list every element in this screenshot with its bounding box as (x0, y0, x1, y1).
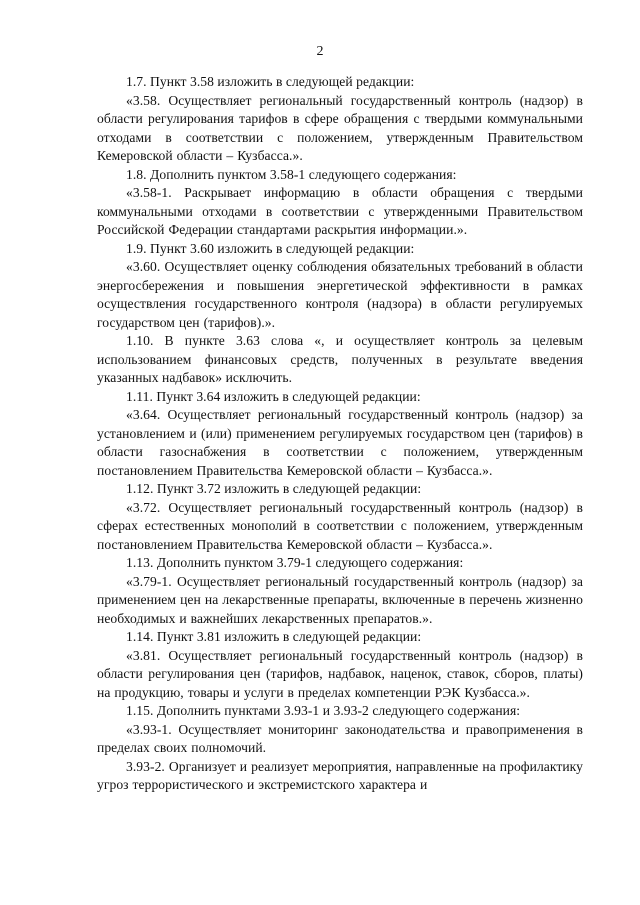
paragraph-1-11: 1.11. Пункт 3.64 изложить в следующей редакции: (126, 388, 421, 404)
paragraph-1-8: 1.8. Дополнить пунктом 3.58-1 следующего содержания: (126, 166, 457, 182)
paragraph-1-15: 1.15. Дополнить пунктами 3.93-1 и 3.93-2 следующего содержания: (126, 703, 521, 718)
paragraph-1-14: 1.14. Пункт 3.81 изложить в следующей редакции: (126, 629, 422, 644)
paragraph-1-13: 1.13. Дополнить пунктом 3.79-1 следующего содержания: (126, 555, 464, 570)
paragraph-1-10: 1.10. В пункте 3.63 слова «, и осуществляет контроль за целевым использованием финансовых средств, полученных в результате введения указанных надбавок» исключить. (97, 333, 583, 385)
paragraph-3-93-2: 3.93-2. Организует и реализует мероприятия, направленные на профилактику угроз террористического и экстремистского характера и (97, 758, 583, 792)
paragraph-1-12: 1.12. Пункт 3.72 изложить в следующей редакции: (126, 481, 422, 496)
paragraph-1-7: 1.7. Пункт 3.58 изложить в следующей редакции: (126, 74, 415, 89)
paragraph-1-9: 1.9. Пункт 3.60 изложить в следующей редакции: (126, 240, 415, 256)
paragraph-3-60: «3.60. Осуществляет оценку соблюдения обязательных требований в области энергосбережения и повышения энергетической эффективности в рамках осуществления государственного контроля (надзора) в области регулируемых государством цен (тарифов).». (97, 259, 583, 330)
paragraph-3-79-1: «3.79-1. Осуществляет региональный государственный контроль (надзор) за применением цен на лекарственные препараты, включенные в перечень жизненно необходимых и важнейших лекарственных препаратов.». (97, 573, 583, 626)
paragraph-3-64: «3.64. Осуществляет региональный государственный контроль (надзор) за установлением и (или) применением регулируемых государством цен (тарифов) в области газоснабжения в соответствии с положением, утвержденным постановлением Правительства Кемеровской области – Кузбасса.». (97, 407, 583, 478)
paragraph-3-81: «3.81. Осуществляет региональный государственный контроль (надзор) в области регулирования цен (тарифов, надбавок, наценок, ставок, сборов, платы) на продукцию, товары и услуги в пределах компетенции РЭК Кузбасса.». (97, 647, 583, 700)
paragraph-3-72: «3.72. Осуществляет региональный государственный контроль (надзор) в сферах естественных монополий в соответствии с положением, утвержденным постановлением Правительства Кемеровской области – Кузбасса.». (97, 499, 583, 552)
document-body (97, 73, 583, 795)
paragraph-3-93-1: «3.93-1. Осуществляет мониторинг законодательства и правоприменения в пределах своих полномочий. (97, 721, 583, 755)
paragraph-3-58: «3.58. Осуществляет региональный государственный контроль (надзор) в области регулирования тарифов в сфере обращения с твердыми коммунальными отходами в соответствии с положением, утвержденным Правительством Кемеровской области – Кузбасса.». (97, 92, 583, 163)
paragraph-3-58-1: «3.58-1. Раскрывает информацию в области обращения с твердыми коммунальными отходами в соответствии с утвержденными Правительством Российской Федерации стандартами раскрытия информации.». (97, 185, 583, 237)
page-number: 2 (316, 44, 324, 59)
